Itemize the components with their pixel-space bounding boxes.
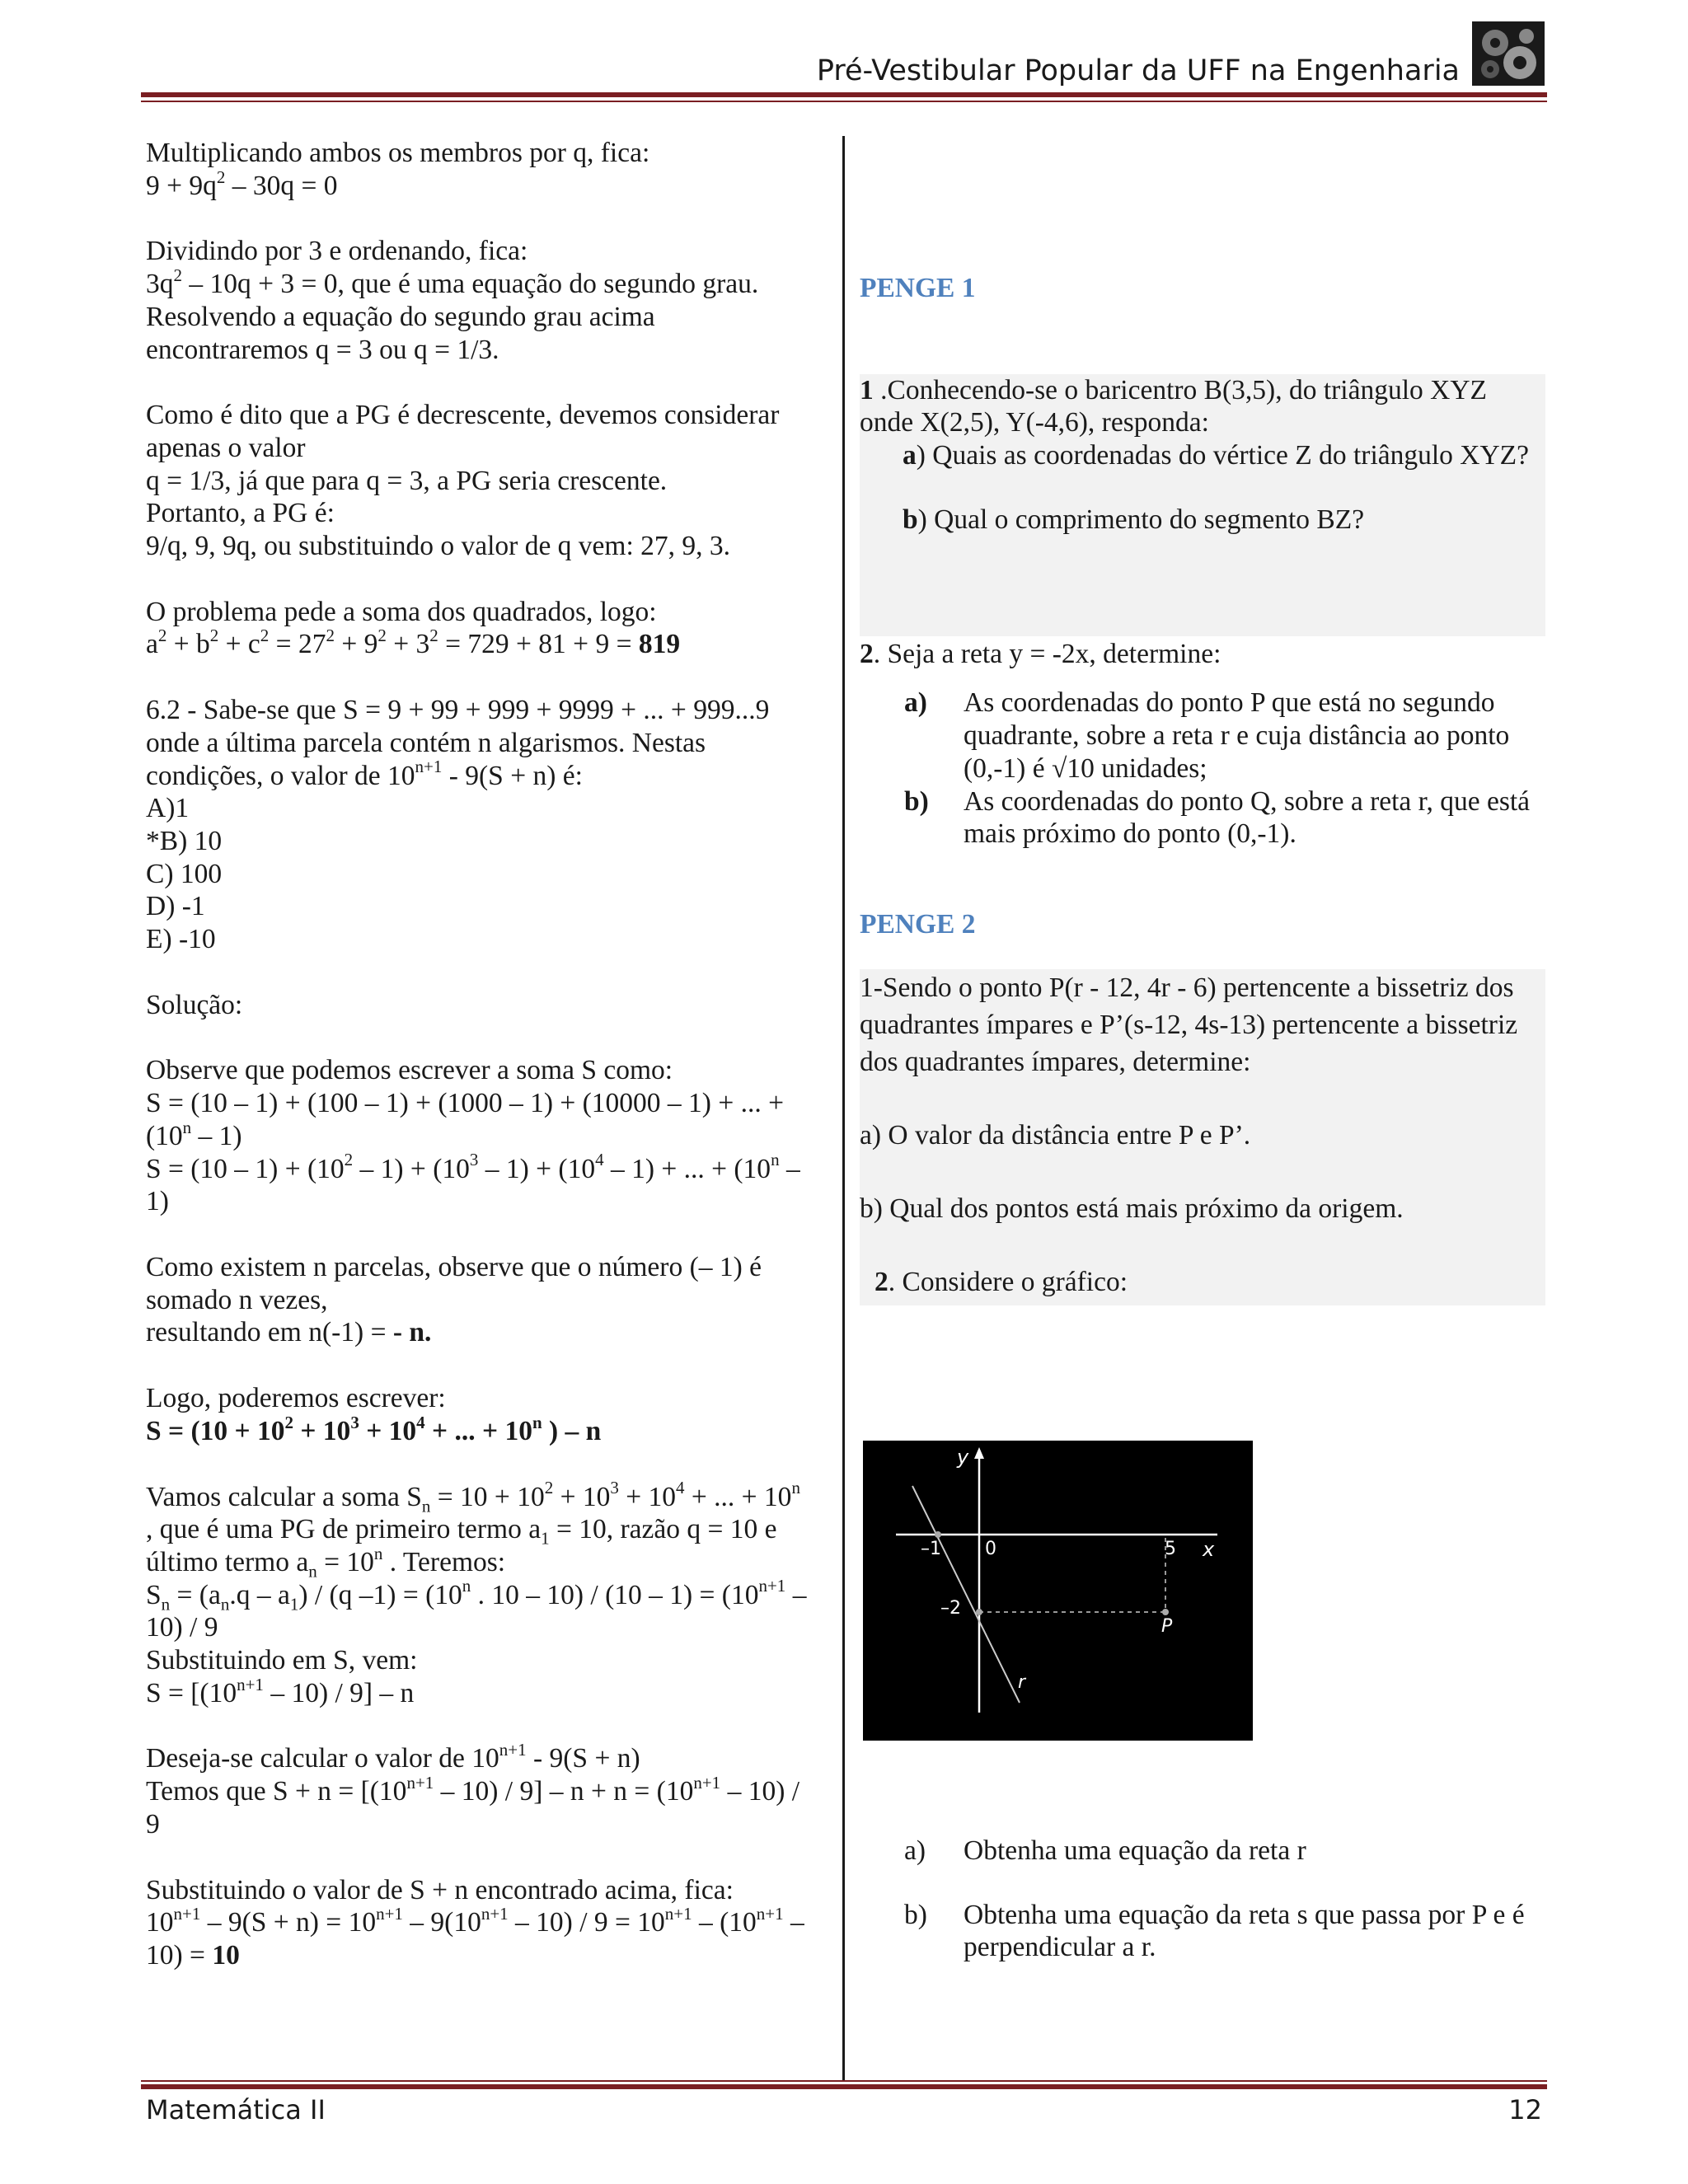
text-line: onde a última parcela contém n algarismos. Nestas [146,727,706,758]
section-title-penge-1: PENGE 1 [860,273,976,303]
equation: Deseja-se calcular o valor de $10^{n+1} - 9(S + n)$ [146,1740,640,1774]
text-line: Portanto, a PG é: [146,498,335,529]
text-line: Resolvendo a equação do segundo grau acima [146,301,655,332]
text-line: resultando em n(-1) = - n. [146,1317,432,1348]
footer-rule-thin [141,2080,1547,2082]
gears-logo-icon [1472,21,1545,86]
equation: , que é uma PG de primeiro termo $a_1 = 10$, razão q = 10 e [146,1514,777,1549]
text-line: Substituindo o valor de S + n encontrado acima, fica: [146,1874,734,1905]
option-c: C) 100 [146,858,223,889]
text-line: Substituindo em S, vem: [146,1645,418,1676]
equation: último termo $a_n = 10^n$ . Teremos: [146,1543,506,1582]
page-number: 12 [1508,2094,1542,2125]
question-text: 2. Considere o gráfico: [874,1266,1128,1297]
footer-rule [141,2084,1547,2089]
text-line: 9/q, 9, 9q, ou substituindo o valor de q vem: 27, 9, 3. [146,531,731,562]
line-r-label: r [1018,1672,1026,1693]
question-item-b: b) Obtenha uma equação da reta s que passa por P e é perpendicular a r. [904,1899,1525,1963]
graph-questions [860,1835,1545,1964]
question-item-b: b) As coordenadas do ponto Q, sobre a reta r, que está mais próximo do ponto (0,-1). [904,785,1531,850]
right-column [860,272,1545,1305]
question-1-box [860,374,1545,636]
question-item-a: a) Obtenha uma equação da reta r [904,1835,1306,1866]
text-line: 6.2 - Sabe-se que S = 9 + 99 + 999 + 9999 + ... + 999...9 [146,695,770,726]
y-axis-label: y [957,1446,969,1469]
tick-label-5: 5 [1165,1539,1176,1559]
equation: 1) [146,1186,169,1217]
equation: $9 + 9q^2 - 30q = 0$ [146,166,338,201]
point-P [1162,1609,1169,1615]
equation: Vamos calcular a soma $S_n = 10 + 10^2 + 10^3 + 10^4$ + ... + $10^n$ [146,1478,800,1516]
equation: $S = [(10^{n+1} - 10) / 9] - n$ [146,1674,415,1708]
question-penge2-box [860,969,1545,1305]
question-item-a: a) As coordenadas do ponto P que está no segundo quadrante, sobre a reta r e cuja distância ao ponto (0,-1) é √10 unidades; [904,687,1510,784]
option-a: A)1 [146,793,190,824]
footer-subject: Matemática II [146,2094,326,2125]
tick-label-neg1: –1 [921,1539,941,1559]
equation: $S = (10 + 10^2 + 10^3 + 10^4$ + ... + $10^n$ ) – n [146,1412,602,1446]
text-line: Como é dito que a PG é decrescente, devemos considerar [146,400,780,431]
equation: (10$^n$ – 1) [146,1117,242,1151]
point-P-label: P [1161,1616,1173,1637]
option-b: *B) 10 [146,825,223,856]
tick-label-neg2: –2 [940,1598,961,1619]
column-divider [842,136,845,2081]
solution-heading: Solução: [146,989,243,1020]
equation: 10) = 10 [146,1939,240,1971]
equation: $a^2 + b^2 + c^2 = 27^2 + 9^2 + 3^2 = 729 + 81 + 9 = 819$ [146,626,681,660]
text-line: Logo, poderemos escrever: [146,1383,446,1414]
text-line: q = 1/3, já que para q = 3, a PG seria crescente. [146,465,668,496]
equation: S = (10 – 1) + (100 – 1) + (1000 – 1) + (10000 – 1) + ... + [146,1088,784,1119]
question-item-a: a) Quais as coordenadas do vértice Z do triângulo XYZ? [903,440,1530,471]
text-line: O problema pede a soma dos quadrados, logo: [146,596,657,627]
equation: 10) / 9 [146,1612,218,1643]
question-text: 1-Sendo o ponto P(r - 12, 4r - 6) pertencente a bissetriz dos quadrantes ímpares e P’(s-12, 4s-13) pertencente a bissetriz dos quadrantes ímpares, determine: [860,972,1518,1077]
left-column [146,137,830,1972]
equation: 9 [146,1808,160,1840]
equation: $3q^2 - 10q + 3 = 0$, que é uma equação do segundo grau. [146,265,759,300]
text-line: Dividindo por 3 e ordenando, fica: [146,236,528,267]
text-line: encontraremos q = 3 ou q = 1/3. [146,334,499,365]
equation: Temos que $S + n = [(10^{n+1} - 10) / 9] - n + n = (10^{n+1} - 10)$ / [146,1772,800,1807]
point-y-intercept [976,1609,982,1615]
point-x-intercept [935,1531,941,1538]
equation: condições, o valor de $10^{n+1} - 9(S + n)$ é: [146,757,583,791]
section-title-penge-2: PENGE 2 [860,908,976,940]
equation: $S_n = (a_n.q - a_1) / (q$ $-1) = (10^n$ . $10 - 10) / (10 - 1) = (10^{n+1}$ – [146,1576,807,1615]
header-rule-thin [141,101,1547,102]
origin-label: 0 [985,1539,996,1559]
question-item-b: b) Qual dos pontos está mais próximo da origem. [860,1193,1404,1224]
running-header: Pré-Vestibular Popular da UFF na Engenharia [816,54,1460,87]
text-line: Como existem n parcelas, observe que o número (– 1) é [146,1251,762,1282]
equation: $S = (10 - 1) + (10^2 - 1) + (10^3 - 1) + (10^4 - 1)$ + ... + ($10^n$ – [146,1150,800,1184]
text-line: apenas o valor [146,432,306,463]
question-text: 2. Seja a reta y = -2x, determine: [860,638,1221,669]
option-e: E) -10 [146,924,216,955]
text-line: Multiplicando ambos os membros por q, fica: [146,138,650,168]
equation: $10^{n+1} - 9(S + n) = 10^{n+1} - 9(10^{n+1} - 10) / 9 = 10^{n+1} - (10^{n+1}$ – [146,1904,804,1938]
text-line: Observe que podemos escrever a soma S como: [146,1055,673,1086]
x-axis-label: x [1203,1538,1215,1561]
question-item-b: b) Qual o comprimento do segmento BZ? [903,504,1365,535]
question-text: 1 .Conhecendo-se o baricentro B(3,5), do triângulo XYZ onde X(2,5), Y(-4,6), responda: [860,374,1487,438]
line-graph-figure [863,1441,1253,1741]
option-d: D) -1 [146,891,205,922]
text-line: somado n vezes, [146,1284,328,1315]
question-item-a: a) O valor da distância entre P e P’. [860,1119,1251,1151]
header-rule [141,92,1547,97]
